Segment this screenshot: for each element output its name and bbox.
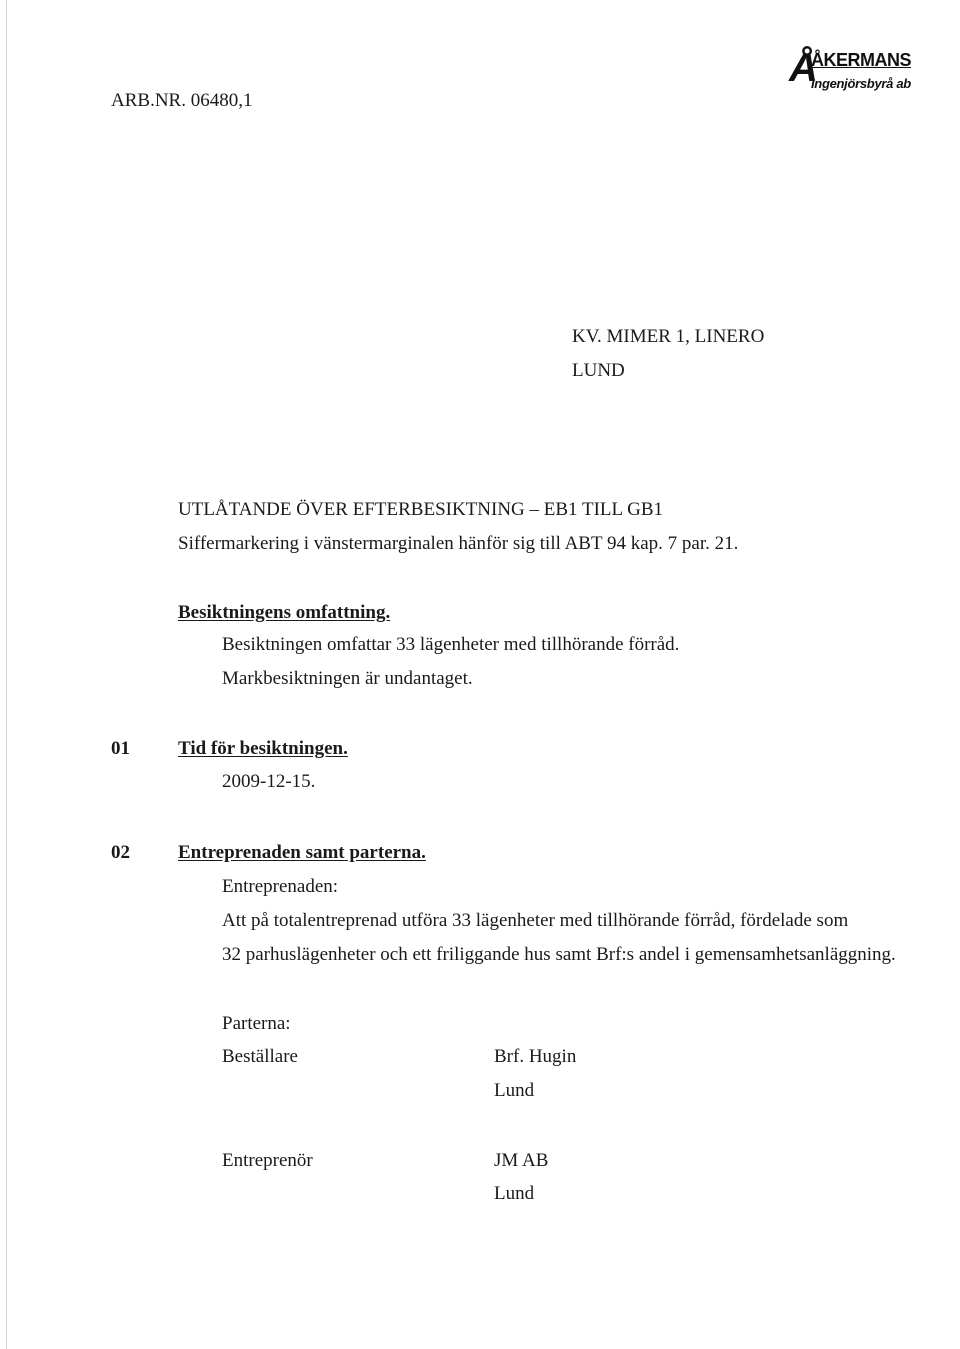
party-role: Entreprenör <box>222 1150 313 1171</box>
party-name: JM AB <box>494 1150 549 1171</box>
section-number: 02 <box>111 842 130 863</box>
scope-heading: Besiktningens omfattning. <box>178 602 391 623</box>
project-block: KV. MIMER 1, LINERO <box>572 326 765 347</box>
party-name: Brf. Hugin <box>494 1046 577 1067</box>
section-number: 01 <box>111 738 130 759</box>
contract-line: 32 parhuslägenheter och ett friliggande hus samt Brf:s andel i gemensamhetsanläggning. <box>222 944 896 965</box>
logo-mark-icon: Å <box>789 46 818 90</box>
scan-margin-line <box>6 0 7 1349</box>
section-heading: Tid för besiktningen. <box>178 738 348 759</box>
company-logo <box>785 40 913 100</box>
logo-name: ÅKERMANS <box>811 50 912 70</box>
party-city: Lund <box>494 1183 535 1204</box>
party-city: Lund <box>494 1080 535 1101</box>
section-heading: Entreprenaden samt parterna. <box>178 842 426 863</box>
parties-label: Parterna: <box>222 1013 291 1034</box>
logo-subtitle: Ingenjörsbyrå ab <box>811 76 911 91</box>
scope-line: Markbesiktningen är undantaget. <box>222 668 473 689</box>
contract-line: Att på totalentreprenad utföra 33 lägenheter med tillhörande förråd, fördelade som <box>222 910 849 931</box>
inspection-date: 2009-12-15. <box>222 771 316 792</box>
arb-nr: ARB.NR. 06480,1 <box>111 90 253 111</box>
party-role: Beställare <box>222 1046 298 1067</box>
document-subtitle: Siffermarkering i vänstermarginalen hänför sig till ABT 94 kap. 7 par. 21. <box>178 533 739 554</box>
scope-line: Besiktningen omfattar 33 lägenheter med tillhörande förråd. <box>222 634 680 655</box>
document-title: UTLÅTANDE ÖVER EFTERBESIKTNING – EB1 TILL GB1 <box>178 499 664 520</box>
contract-label: Entreprenaden: <box>222 876 339 897</box>
project-city: LUND <box>572 360 625 381</box>
